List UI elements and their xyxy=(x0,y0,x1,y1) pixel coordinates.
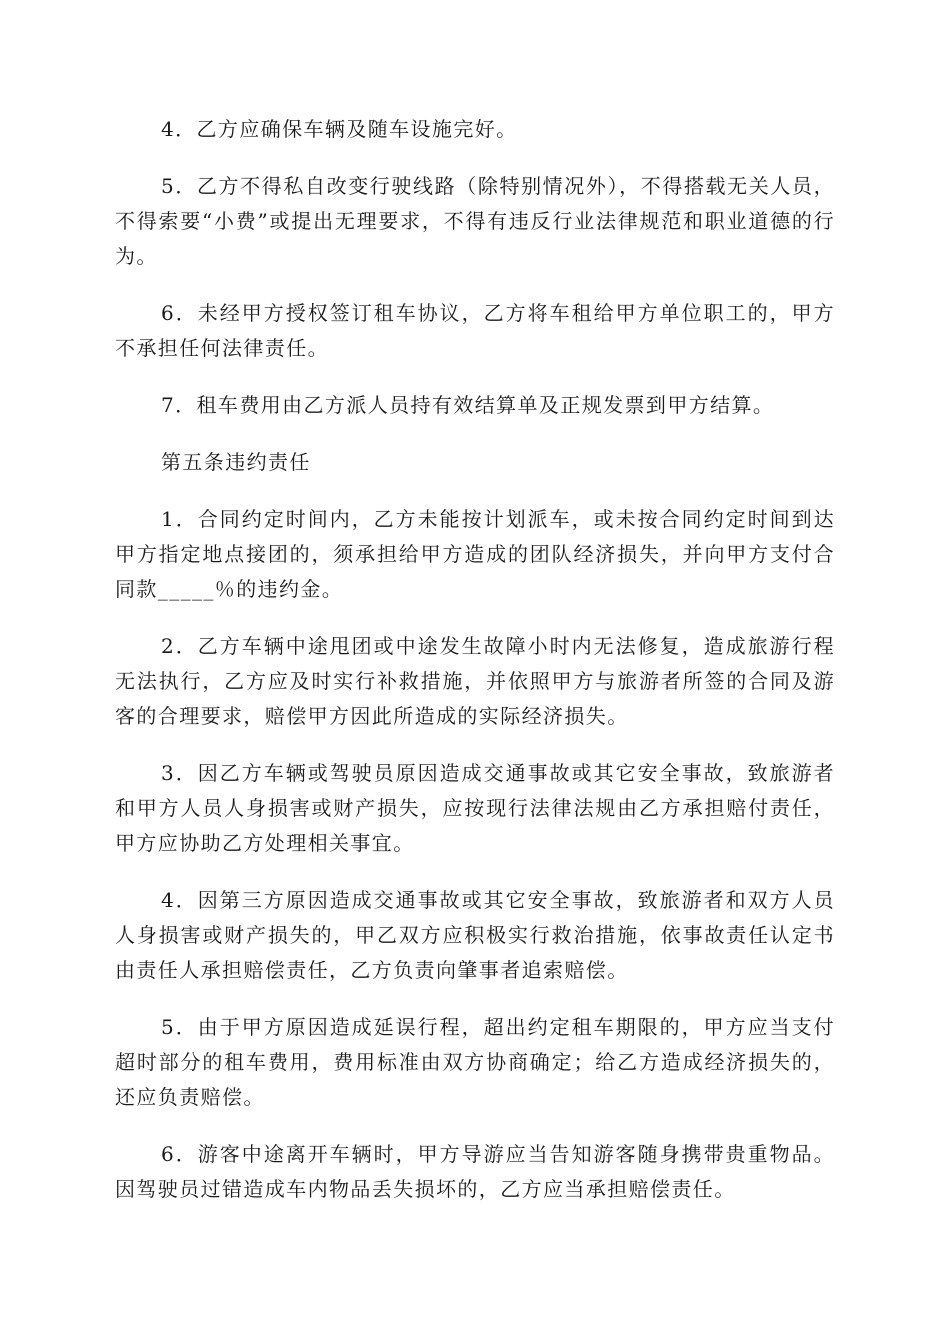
section-title-breach-liability: 第五条违约责任 xyxy=(161,450,311,474)
breach-clause-5: 5．由于甲方原因造成延误行程，超出约定租车期限的，甲方应当支付超时部分的租车费用，费用标准由双方协商确定；给乙方造成经济损失的，还应负责赔偿。 xyxy=(115,1015,835,1109)
clause-6-unauthorized-rental: 6．未经甲方授权签订租车协议，乙方将车租给甲方单位职工的，甲方不承担任何法律责任。 xyxy=(115,301,835,360)
breach-clause-1: 1．合同约定时间内，乙方未能按计划派车，或未按合同约定时间到达甲方指定地点接团的，须承担给甲方造成的团队经济损失，并向甲方支付合同款_____％的违约金。 xyxy=(115,507,835,601)
clause-4-vehicle-condition: 4．乙方应确保车辆及随车设施完好。 xyxy=(161,117,518,141)
breach-clause-2: 2．乙方车辆中途甩团或中途发生故障小时内无法修复，造成旅游行程无法执行，乙方应及时实行补救措施，并依照甲方与旅游者所签的合同及游客的合理要求，赔偿甲方因此所造成的实际经济损失。 xyxy=(115,634,835,728)
breach-clause-3: 3．因乙方车辆或驾驶员原因造成交通事故或其它安全事故，致旅游者和甲方人员人身损害或财产损失，应按现行法律法规由乙方承担赔付责任，甲方应协助乙方处理相关事宜。 xyxy=(115,761,835,855)
document-body xyxy=(115,112,835,1229)
breach-clause-4: 4．因第三方原因造成交通事故或其它安全事故，致旅游者和双方人员人身损害或财产损失的，甲乙双方应积极实行救治措施，依事故责任认定书由责任人承担赔偿责任，乙方负责向肇事者追索赔偿。 xyxy=(115,888,835,982)
clause-7-settlement: 7．租车费用由乙方派人员持有效结算单及正规发票到甲方结算。 xyxy=(161,393,775,417)
clause-5-route-conduct: 5．乙方不得私自改变行驶线路（除特别情况外），不得搭载无关人员，不得索要“小费”或提出无理要求，不得有违反行业法律规范和职业道德的行为。 xyxy=(115,174,835,268)
breach-clause-6: 6．游客中途离开车辆时，甲方导游应当告知游客随身携带贵重物品。因驾驶员过错造成车内物品丢失损坏的，乙方应当承担赔偿责任。 xyxy=(115,1142,835,1201)
